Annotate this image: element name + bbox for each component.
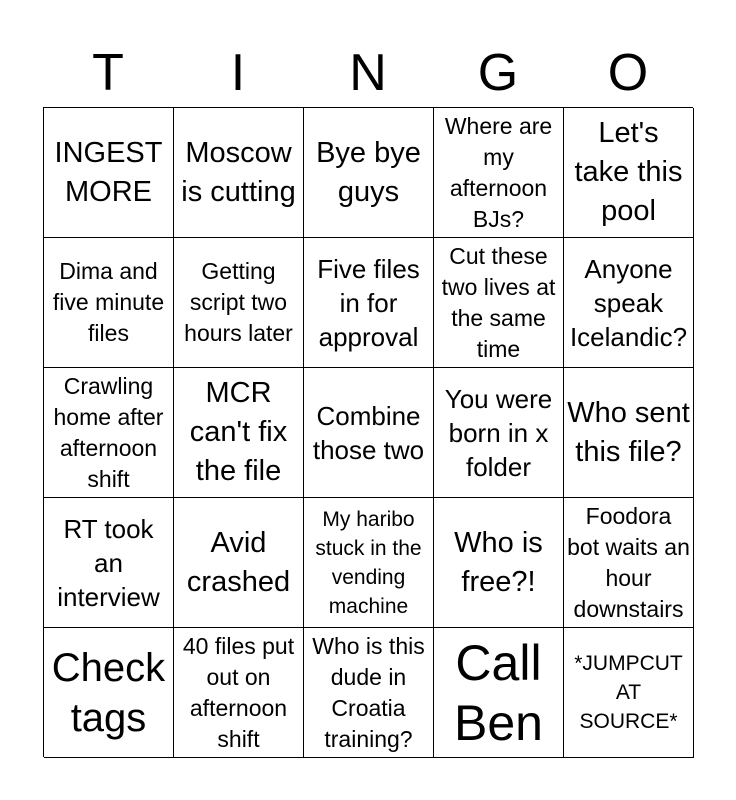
cell-text: Who is free?! <box>454 526 543 598</box>
bingo-cell[interactable] <box>434 628 564 758</box>
header-letter-t: T <box>92 44 124 102</box>
bingo-cell[interactable] <box>304 108 434 238</box>
cell-text: Dima and five minute files <box>52 258 165 346</box>
bingo-cell[interactable] <box>564 238 694 368</box>
bingo-cell[interactable] <box>564 108 694 238</box>
cell-text: RT took an interview <box>57 513 160 612</box>
cell-text: You were born in x folder <box>444 383 553 482</box>
cell-text: Bye bye guys <box>316 136 421 208</box>
cell-text: Moscow is cutting <box>181 136 296 208</box>
cell-text: Check tags <box>51 645 166 740</box>
bingo-cell[interactable] <box>304 238 434 368</box>
bingo-cell[interactable] <box>434 238 564 368</box>
bingo-cell[interactable] <box>44 238 174 368</box>
cell-text: MCR can't fix the file <box>189 377 288 487</box>
cell-text: Where are my afternoon BJs? <box>444 112 553 232</box>
cell-text: Crawling home after afternoon shift <box>53 372 164 492</box>
bingo-cell[interactable] <box>434 368 564 498</box>
cell-text: *JUMPCUT AT SOURCE* <box>574 652 683 733</box>
bingo-board <box>43 107 693 757</box>
cell-text: Who is this dude in Croatia training? <box>312 632 425 752</box>
cell-text: Cut these two lives at the same time <box>441 242 556 362</box>
bingo-cell[interactable] <box>434 498 564 628</box>
cell-text: Let's take this pool <box>574 117 683 227</box>
bingo-header <box>43 40 693 106</box>
bingo-cell[interactable] <box>434 108 564 238</box>
bingo-cell[interactable] <box>174 108 304 238</box>
bingo-cell[interactable] <box>44 108 174 238</box>
cell-text: Getting script two hours later <box>184 258 293 346</box>
header-letter-i: I <box>230 44 246 102</box>
cell-text: My haribo stuck in the vending machine <box>315 507 422 618</box>
cell-text: Five files in for approval <box>317 253 420 352</box>
bingo-cell[interactable] <box>564 628 694 758</box>
cell-text: 40 files put out on afternoon shift <box>182 632 295 752</box>
bingo-cell[interactable] <box>44 498 174 628</box>
cell-text: Avid crashed <box>186 526 291 598</box>
bingo-cell[interactable] <box>564 498 694 628</box>
header-letter-n: N <box>349 44 387 102</box>
cell-text: INGEST MORE <box>54 136 163 208</box>
bingo-cell[interactable] <box>174 238 304 368</box>
bingo-cell[interactable] <box>564 368 694 498</box>
bingo-cell[interactable] <box>44 368 174 498</box>
cell-text: Foodora bot waits an hour downstairs <box>567 502 690 622</box>
cell-text: Anyone speak Icelandic? <box>569 253 688 352</box>
bingo-cell[interactable] <box>304 498 434 628</box>
bingo-cell[interactable] <box>44 628 174 758</box>
cell-text: Who sent this file? <box>567 396 690 468</box>
bingo-cell[interactable] <box>174 628 304 758</box>
header-letter-o: O <box>607 44 649 102</box>
cell-text: Call Ben <box>454 634 543 751</box>
bingo-cell[interactable] <box>304 628 434 758</box>
bingo-cell[interactable] <box>174 368 304 498</box>
cell-text: Combine those two <box>312 400 425 465</box>
header-letter-g: G <box>477 44 519 102</box>
bingo-cell[interactable] <box>174 498 304 628</box>
bingo-cell[interactable] <box>304 368 434 498</box>
